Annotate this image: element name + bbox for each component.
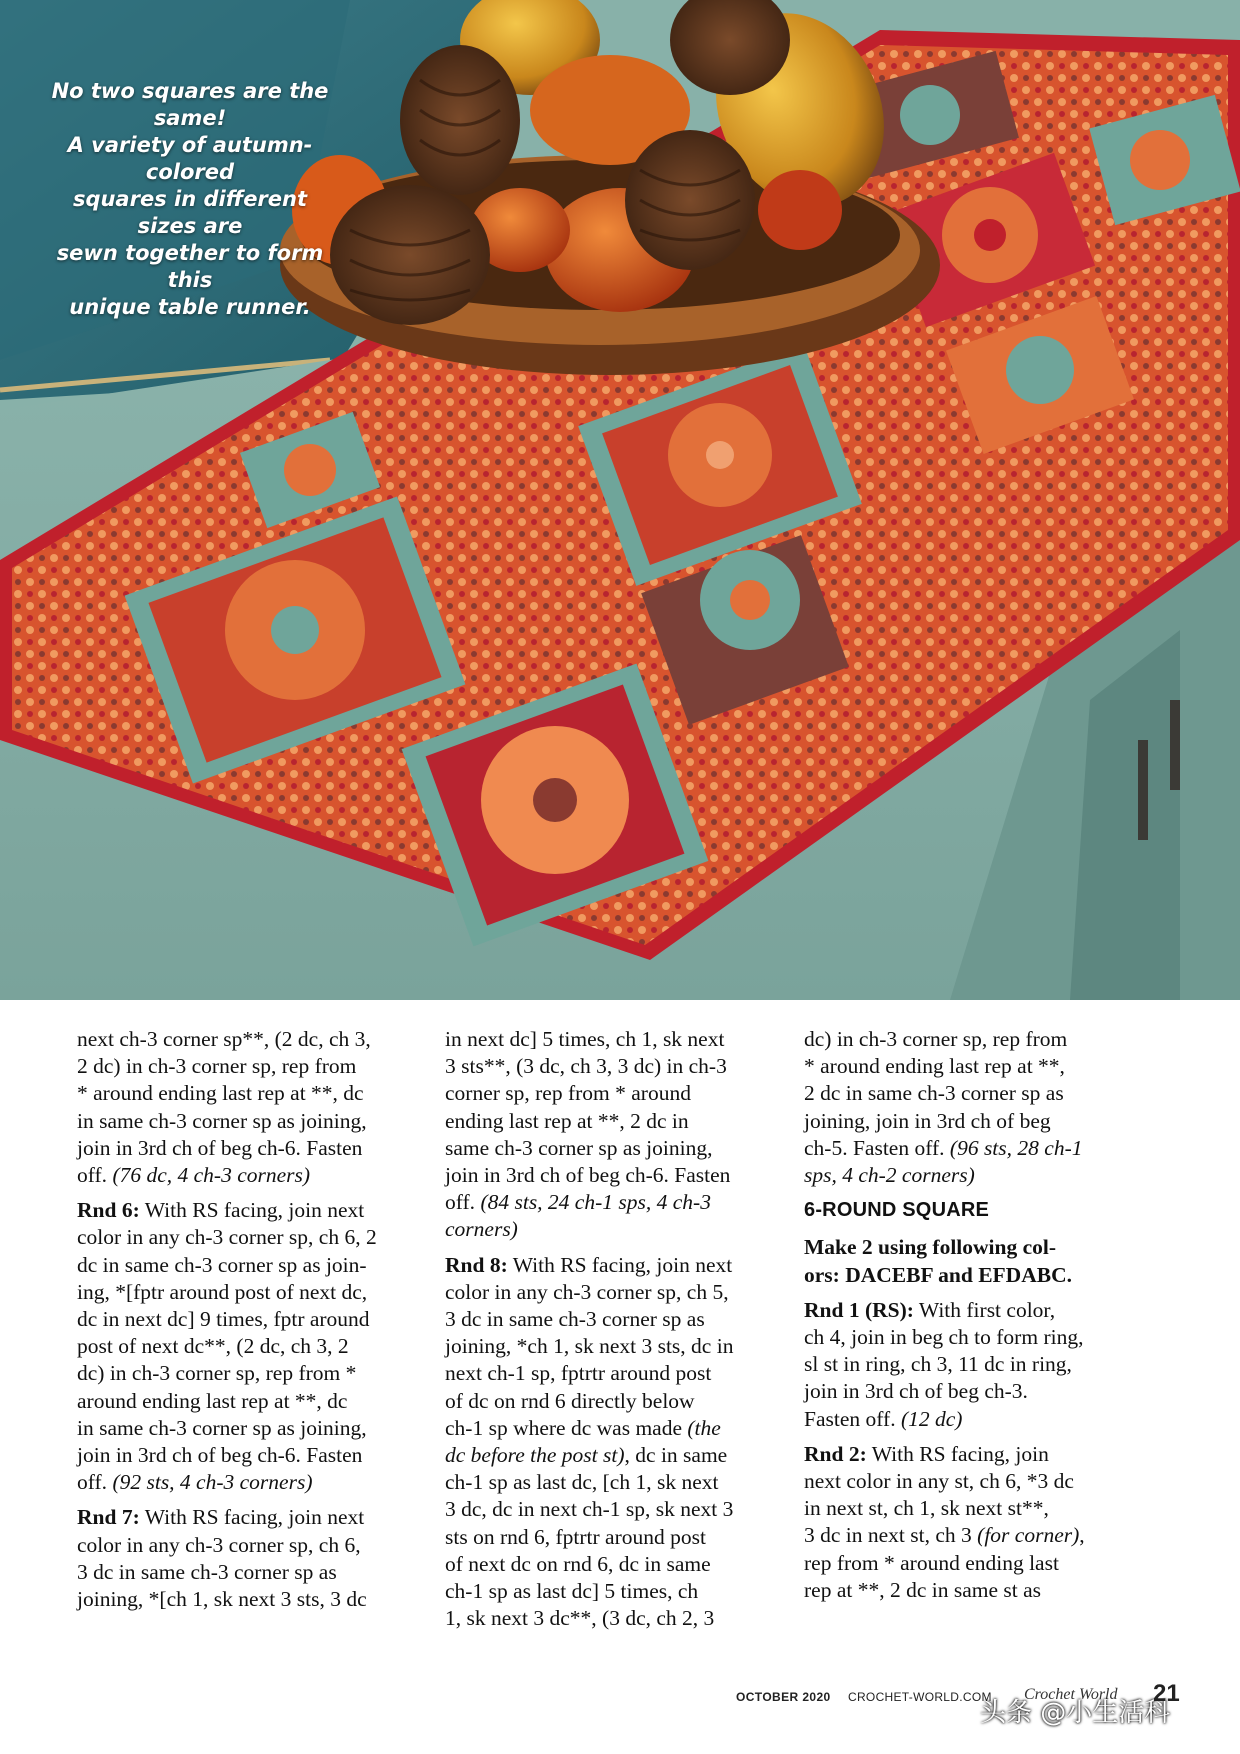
- website-link[interactable]: CROCHET-WORLD.COM: [848, 1690, 992, 1704]
- text-line: ch 4, join in beg ch to form ring,: [804, 1325, 1084, 1350]
- text-line: color in any ch-3 corner sp, ch 6, 2: [77, 1225, 377, 1250]
- text-line: sts on rnd 6, fptrtr around post: [445, 1524, 706, 1549]
- text-line: [804, 1406, 1149, 1433]
- text-fragment: ,: [1079, 1523, 1085, 1548]
- text-line: Make 2 using following col-: [804, 1235, 1057, 1260]
- text-line: rep from * around ending last: [804, 1550, 1059, 1575]
- text-line: in same ch-3 corner sp as joining,: [77, 1108, 367, 1133]
- note-italic: dc before the post st): [445, 1443, 625, 1468]
- text-line: corner sp, rep from * around: [445, 1081, 691, 1106]
- text-line: next ch-3 corner sp**, (2 dc, ch 3,: [77, 1027, 371, 1051]
- paragraph-rnd7-end: [445, 1026, 790, 1244]
- text-fragment: off.: [77, 1163, 113, 1188]
- text-line: joining, *ch 1, sk next 3 sts, dc in: [445, 1334, 734, 1359]
- text-line: [804, 1162, 1149, 1189]
- stitch-count: (12 dc): [900, 1406, 963, 1431]
- paragraph-rnd8-end: [804, 1026, 1149, 1189]
- text-line: join in 3rd ch of beg ch-6. Fasten: [445, 1163, 731, 1188]
- round-heading: Rnd 8:: [445, 1252, 508, 1277]
- text-line: [445, 1252, 790, 1279]
- paragraph-rnd5-end: [77, 1026, 422, 1189]
- round-heading: Rnd 1 (RS):: [804, 1297, 914, 1322]
- text-line: around ending last rep at **, dc: [77, 1388, 348, 1413]
- note-italic: (the: [687, 1415, 721, 1440]
- text-line: next color in any st, ch 6, *3 dc: [804, 1469, 1074, 1494]
- text-line: [804, 1441, 1149, 1468]
- text-line: [804, 1297, 1149, 1324]
- text-line: ing, *[fptr around post of next dc,: [77, 1279, 368, 1304]
- text-line: in next dc] 5 times, ch 1, sk next: [445, 1027, 725, 1051]
- text-line: next ch-1 sp, fptrtr around post: [445, 1361, 712, 1386]
- text-fragment: With RS facing, join next: [507, 1252, 733, 1277]
- text-line: 3 dc in same ch-3 corner sp as: [77, 1559, 337, 1584]
- text-line: 1, sk next 3 dc**, (3 dc, ch 2, 3: [445, 1606, 715, 1631]
- page-number: 21: [1153, 1680, 1180, 1707]
- text-line: ch-1 sp as last dc, [ch 1, sk next: [445, 1470, 719, 1495]
- text-line: same ch-3 corner sp as joining,: [445, 1135, 713, 1160]
- caption-line: squares in different sizes are: [72, 187, 308, 238]
- text-line: ch-1 sp as last dc] 5 times, ch: [445, 1579, 699, 1604]
- text-fragment: ch-5. Fasten off.: [804, 1135, 950, 1160]
- photo-caption: [40, 78, 340, 321]
- text-line: post of next dc**, (2 dc, ch 3, 2: [77, 1334, 349, 1359]
- text-line: sl st in ring, ch 3, 11 dc in ring,: [804, 1352, 1072, 1377]
- text-line: [77, 1197, 422, 1224]
- text-fragment: off.: [77, 1470, 113, 1495]
- text-line: color in any ch-3 corner sp, ch 5,: [445, 1279, 729, 1304]
- text-fragment: Fasten off.: [804, 1406, 901, 1431]
- text-line: [445, 1415, 790, 1442]
- text-line: 2 dc) in ch-3 corner sp, rep from: [77, 1054, 357, 1079]
- text-line: in same ch-3 corner sp as joining,: [77, 1415, 367, 1440]
- paragraph-rnd6: [77, 1197, 422, 1496]
- column-2: [445, 1026, 790, 1640]
- stitch-count: (92 sts, 4 ch-3 corners): [112, 1470, 313, 1495]
- note-italic: (for corner): [977, 1523, 1080, 1548]
- text-line: dc) in ch-3 corner sp, rep from *: [77, 1361, 357, 1386]
- text-line: in next st, ch 1, sk next st**,: [804, 1496, 1049, 1521]
- caption-line: sewn together to form this: [56, 241, 324, 292]
- text-line: [77, 1162, 422, 1189]
- text-fragment: With RS facing, join next: [139, 1198, 365, 1223]
- make-instructions: [804, 1234, 1149, 1288]
- caption-line: A variety of autumn-colored: [67, 133, 313, 184]
- text-line: rep at **, 2 dc in same st as: [804, 1577, 1042, 1602]
- text-line: dc in same ch-3 corner sp as join-: [77, 1252, 367, 1277]
- text-line: joining, join in 3rd ch of beg: [804, 1108, 1051, 1133]
- text-fragment: With first color,: [913, 1297, 1056, 1322]
- text-line: ending last rep at **, 2 dc in: [445, 1108, 689, 1133]
- text-line: [445, 1189, 790, 1216]
- text-line: of next dc on rnd 6, dc in same: [445, 1551, 711, 1576]
- text-line: [804, 1522, 1149, 1549]
- paragraph-rnd8: [445, 1252, 790, 1633]
- text-line: * around ending last rep at **,: [804, 1054, 1065, 1079]
- paragraph-rnd2: [804, 1441, 1149, 1604]
- text-line: [77, 1469, 422, 1496]
- stitch-count: (84 sts, 24 ch-1 sps, 4 ch-3: [480, 1190, 711, 1215]
- text-line: dc) in ch-3 corner sp, rep from: [804, 1027, 1068, 1051]
- stitch-count: corners): [445, 1217, 518, 1242]
- column-1: [77, 1026, 422, 1621]
- text-line: 3 dc, dc in next ch-1 sp, sk next 3: [445, 1497, 734, 1522]
- caption-line: unique table runner.: [69, 295, 311, 319]
- text-fragment: With RS facing, join next: [139, 1505, 365, 1530]
- text-fragment: off.: [445, 1190, 481, 1215]
- issue-date: OCTOBER 2020: [736, 1690, 831, 1704]
- text-line: [77, 1504, 422, 1531]
- text-line: [445, 1442, 790, 1469]
- text-line: 3 sts**, (3 dc, ch 3, 3 dc) in ch-3: [445, 1054, 727, 1079]
- text-fragment: , dc in same: [624, 1443, 728, 1468]
- round-heading: Rnd 7:: [77, 1505, 140, 1530]
- stitch-count: (76 dc, 4 ch-3 corners): [112, 1163, 311, 1188]
- text-line: 2 dc in same ch-3 corner sp as: [804, 1081, 1064, 1106]
- section-heading: 6-ROUND SQUARE: [804, 1199, 990, 1222]
- watermark: 头条 @小生活科: [980, 1698, 1171, 1728]
- stitch-count: sps, 4 ch-2 corners): [804, 1163, 975, 1188]
- text-line: [445, 1216, 790, 1243]
- paragraph-rnd7: [77, 1504, 422, 1613]
- column-3: [804, 1026, 1149, 1612]
- page-footer: [0, 1680, 1240, 1728]
- text-line: 3 dc in same ch-3 corner sp as: [445, 1307, 705, 1332]
- text-line: color in any ch-3 corner sp, ch 6,: [77, 1532, 361, 1557]
- text-line: join in 3rd ch of beg ch-6. Fasten: [77, 1135, 363, 1160]
- text-line: * around ending last rep at **, dc: [77, 1081, 364, 1106]
- text-line: joining, *[ch 1, sk next 3 sts, 3 dc: [77, 1587, 367, 1612]
- magazine-brand: Crochet World: [1024, 1686, 1118, 1703]
- text-fragment: With RS facing, join: [866, 1441, 1049, 1466]
- text-line: [804, 1135, 1149, 1162]
- caption-line: No two squares are the same!: [51, 79, 329, 130]
- round-heading: Rnd 2:: [804, 1441, 867, 1466]
- text-line: join in 3rd ch of beg ch-3.: [804, 1379, 1028, 1404]
- text-fragment: ch-1 sp where dc was made: [445, 1415, 688, 1440]
- text-fragment: 3 dc in next st, ch 3: [804, 1523, 978, 1548]
- round-heading: Rnd 6:: [77, 1198, 140, 1223]
- text-line: dc in next dc] 9 times, fptr around: [77, 1307, 370, 1332]
- text-line: ors: DACEBF and EFDABC.: [804, 1262, 1072, 1287]
- text-line: join in 3rd ch of beg ch-6. Fasten: [77, 1443, 363, 1468]
- text-line: of dc on rnd 6 directly below: [445, 1388, 695, 1413]
- stitch-count: (96 sts, 28 ch-1: [949, 1135, 1083, 1160]
- paragraph-rnd1: [804, 1297, 1149, 1433]
